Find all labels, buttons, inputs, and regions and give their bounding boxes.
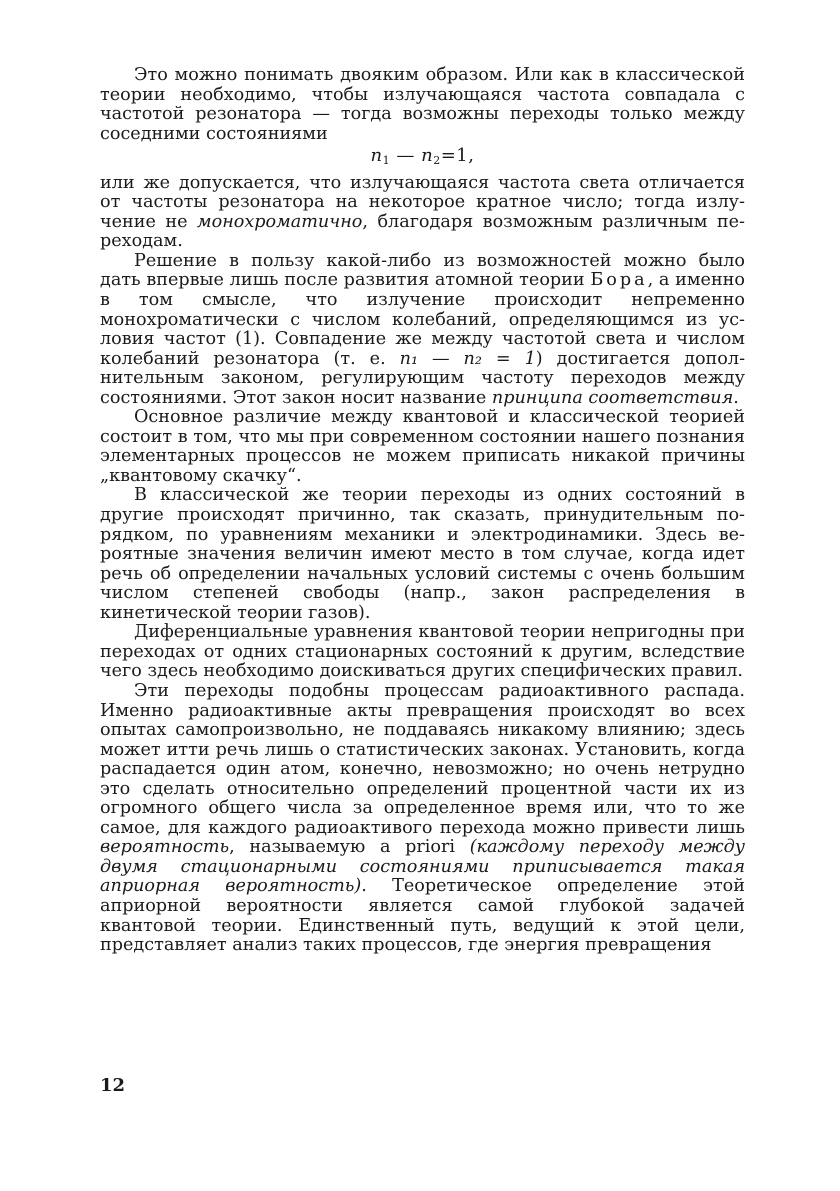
emphasis-a-priori-note: (каждому переходу между двумя стационарными состояниями приписывается такая априорная вероятность) <box>100 837 745 897</box>
emphasis-probability: вероятность <box>100 837 230 858</box>
page-number: 12 <box>100 1075 126 1096</box>
paragraph-7 <box>100 682 745 956</box>
paragraph-1 <box>100 66 745 144</box>
paragraph-7-text-b: , называемую a priori <box>229 837 470 858</box>
paragraph-3 <box>100 252 745 408</box>
paragraph-5 <box>100 486 745 623</box>
inline-formula: n₁ — n₂ = 1 <box>399 348 536 369</box>
paragraph-4-text: Основное различие между квантовой и классической теорией состоит в том, что мы при современном состоянии нашего познания элементарных процессов не можем приписать никакой причины „квантовому скачку“. <box>100 407 745 486</box>
paragraph-1-text: Это можно понимать двояким образом. Или как в классической теории необходимо, чтобы излучающаяся частота совпадала с частотой резонатора — тогда возможны переходы только между соседними состояниями <box>100 65 745 144</box>
formula-sub-2: 2 <box>433 154 441 168</box>
paragraph-7-text-c: . Теоретическое определение этой априорной вероятности является самой глубокой задачей квантовой теории. Единственный путь, ведущий к этой цели, представляет анализ таких процессов, где энергия превращения <box>100 876 745 956</box>
name-bohr: Бора <box>590 270 648 291</box>
formula-sub-1: 1 <box>382 154 391 168</box>
formula-result: =1, <box>440 145 475 167</box>
paragraph-2 <box>100 174 745 252</box>
paragraph-5-text: В классической же теории переходы из одних состояний в другие происходят причинно, так сказать, принудительным порядком, по уравнениям механики и электродинамики. Здесь вероятные значения величин имеют место в том случае, когда идет речь об определении начальных условий системы с очень большим числом степеней свободы (напр., закон распределения в кинетической теории газов). <box>100 485 745 623</box>
emphasis-monochromatic: монохроматично <box>197 211 363 232</box>
paragraph-3-text-c: ) достигается дополнительным законом, регулирующим частоту переходов между состояниями. Этот закон носит название <box>100 348 746 408</box>
paragraph-2-text-b: , благодаря возможным различным переходам. <box>100 211 745 252</box>
paragraph-3-text-d: . <box>733 387 739 408</box>
formula-var-1: n <box>370 145 383 167</box>
paragraph-3-text-a: Решение в пользу какой-либо из возможностей можно было дать впервые лишь после развития атомной теории <box>100 250 745 291</box>
formula-n1-minus-n2 <box>100 146 745 171</box>
formula-dash: — <box>390 145 422 167</box>
paragraph-2-text-a: или же допускается, что излучающаяся частота света отличается от частоты резонатора на некоторое кратное число; тогда излучение не <box>100 172 745 232</box>
emphasis-correspondence-principle: принципа соответствия <box>491 387 734 408</box>
paragraph-6 <box>100 623 745 682</box>
formula-var-2: n <box>421 145 434 167</box>
paragraph-7-text-a: Эти переходы подобны процессам радиоактивного распада. Именно радиоактивные акты превращения происходят во всех опытах самопроизвольно, не поддаваясь никакому влиянию; здесь может итти речь лишь о статистических законах. Установить, когда распадается один атом, конечно, невозможно; но очень нетрудно это сделать относительно определений процентной части их из огромного общего числа за определенное время или, что то же самое, для каждого радиоактивого перехода можно привести лишь <box>100 680 745 838</box>
paragraph-4 <box>100 408 745 486</box>
body-text <box>100 66 745 956</box>
paragraph-6-text: Диференциальные уравнения квантовой теории непригодны при переходах от одних стационарных состояний к другим, вследствие чего здесь необходимо доискиваться других специфических правил. <box>100 622 745 682</box>
paragraph-3-text-b: , а именно в том смысле, что излучение происходит непременно монохроматически с числом колебаний, определяющимся из условия частот (1). Совпадение же между частотой света и числом колебаний резонатора (т. е. <box>100 270 745 369</box>
